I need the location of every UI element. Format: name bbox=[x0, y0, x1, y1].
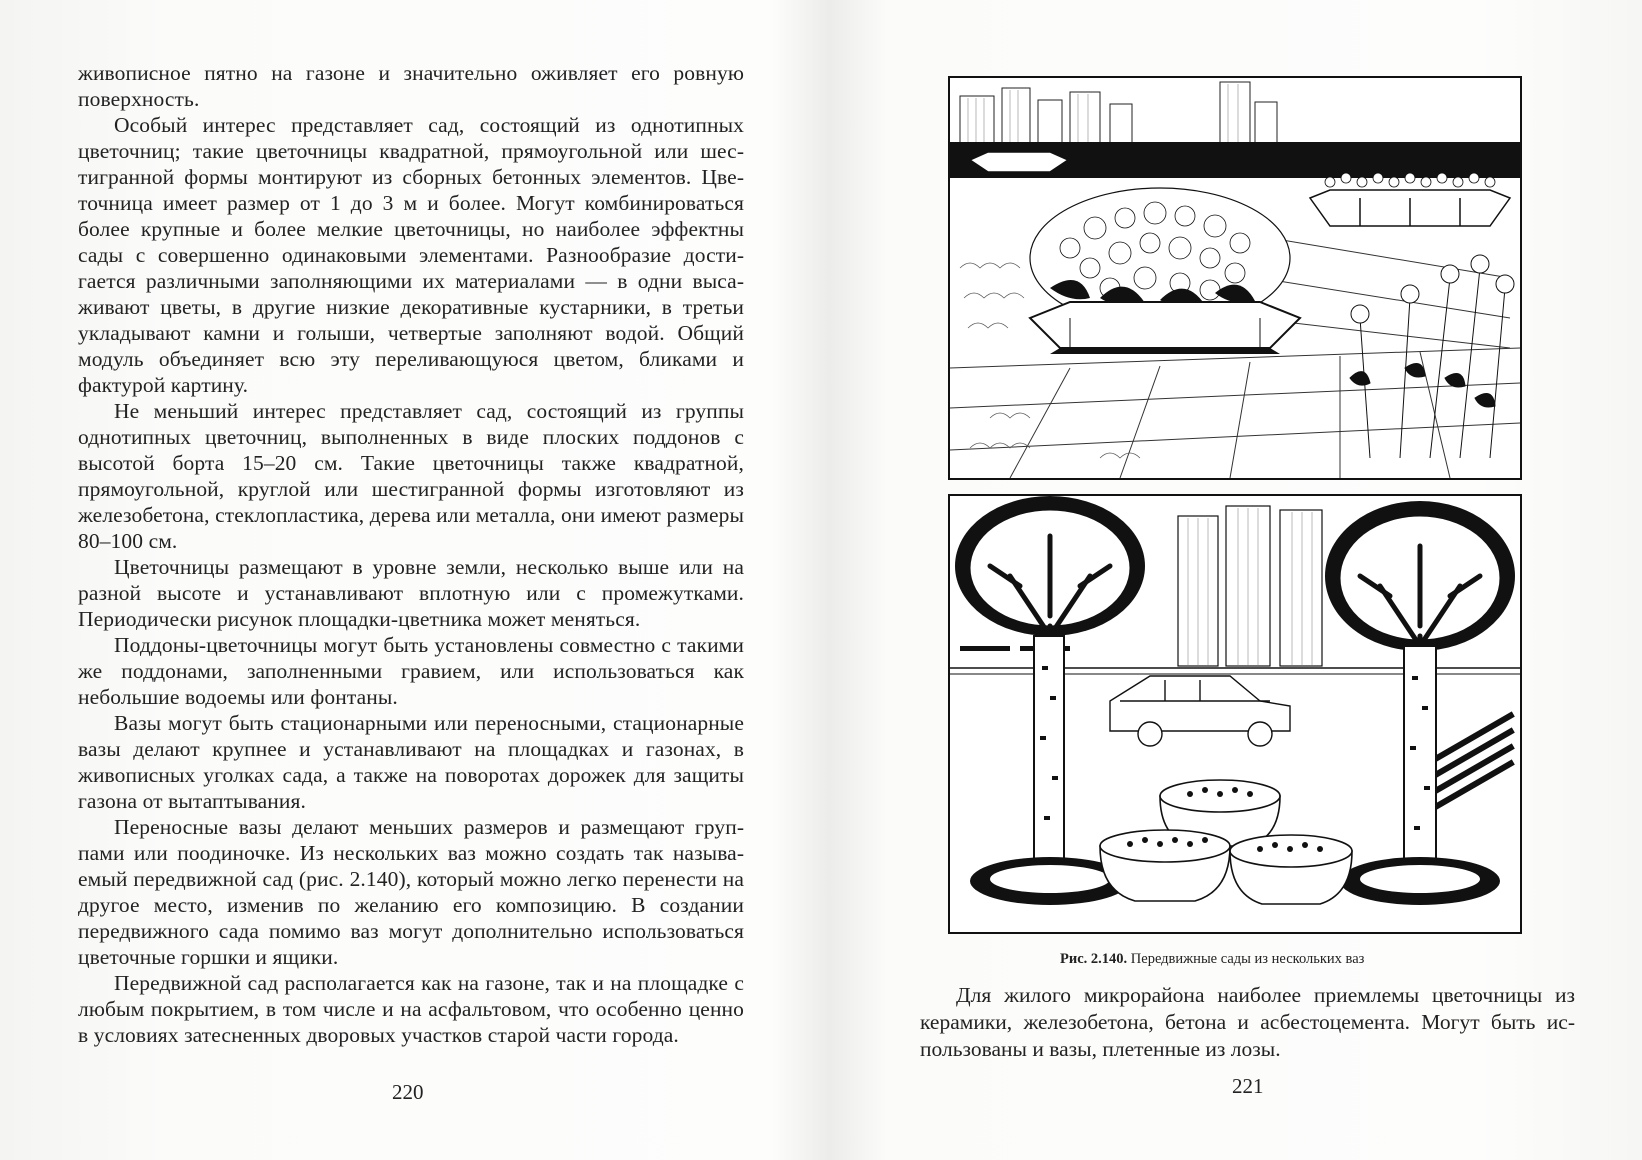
page-number-left: 220 bbox=[392, 1080, 424, 1104]
paragraph: Переносные вазы делают меньших размеров и размещают группами или поодиночке. Из нескольких ваз можно создать так называемый передвижной сад (рис. 2.140), который можно легко перенести на другое место, изменив по желанию его композицию. В создании передвижного сада помимо ваз могут дополнительно использоваться цветочные горшки и ящики. bbox=[78, 815, 744, 969]
page-number-right: 221 bbox=[1232, 1074, 1264, 1098]
paragraph: Особый интерес представляет сад, состоящий из однотипных цветочниц; такие цветочницы квадратной, прямоугольной или шестигранной формы монтируют из сборных бетонных элементов. Цветочница имеет размер от 1 до 3 м и более. Могут комбинироваться более крупные и более мелкие цветочницы, но наиболее эффектны сады с совершенно одинаковыми элементами. Разнообразие достигается различными заполняющими их материалами — в одни высаживают цветы, в другие низкие декоративные кустарники, в третьи укладывают камни и голыши, четвертые заполняют водой. Общий модуль объединяет всю эту переливающуюся цветом, бликами и фактурой картину. bbox=[78, 113, 744, 397]
main-planter bbox=[1030, 188, 1300, 354]
paragraph: Поддоны-цветочницы могут быть установлены совместно с такими же поддонами, заполненными гравием, или использоваться как небольшие водоемы или фонтаны. bbox=[78, 633, 744, 709]
paragraph: Цветочницы размещают в уровне земли, несколько выше или на разной высоте и устанавливают вплотную или с промежутками. Периодически рисунок площадки-цветника может меняться. bbox=[78, 555, 744, 631]
illustration-street-vases bbox=[948, 494, 1522, 934]
street-vases-drawing bbox=[950, 496, 1520, 932]
left-page-text bbox=[78, 60, 744, 1048]
illustration-flowerbed-plaza bbox=[948, 76, 1522, 480]
figure-caption bbox=[1060, 950, 1520, 968]
buildings bbox=[1178, 506, 1322, 666]
paragraph: Передвижной сад располагается как на газоне, так и на площадке с любым покрытием, в том числе и на асфальтовом, что особенно ценно в условиях затесненных дворовых участков старой части города. bbox=[78, 971, 744, 1047]
paragraph: Не меньший интерес представляет сад, состоящий из группы однотипных цветочниц, выполненных в виде плоских поддонов с высотой борта 15–20 см. Такие цветочницы также квадратной, прямоугольной, круглой или шестигранной формы изготовляют из железобетона, стеклопластика, дерева или металла, они имеют размеры 80–100 см. bbox=[78, 399, 744, 553]
paragraph: Вазы могут быть стационарными или переносными, стационарные вазы делают крупнее и устанавливают на площадках и газонах, в живописных уголках сада, а также на поворотах дорожек для защиты газона от вытаптывания. bbox=[78, 711, 744, 813]
flowerbed-plaza-drawing bbox=[950, 78, 1520, 478]
figure-caption-label: Рис. 2.140. bbox=[1060, 951, 1128, 967]
right-page-text bbox=[920, 982, 1575, 1063]
paragraph: Для жилого микрорайона наиболее приемлемы цветочницы из керамики, железобетона, бетона и асбестоцемента. Могут быть использованы и вазы, плетенные из лозы. bbox=[920, 983, 1575, 1061]
paragraph: живописное пятно на газоне и значительно оживляет его ровную поверхность. bbox=[78, 61, 744, 111]
left-page bbox=[0, 0, 818, 1160]
figure-caption-text: Передвижные сады из нескольких ваз bbox=[1127, 951, 1365, 967]
